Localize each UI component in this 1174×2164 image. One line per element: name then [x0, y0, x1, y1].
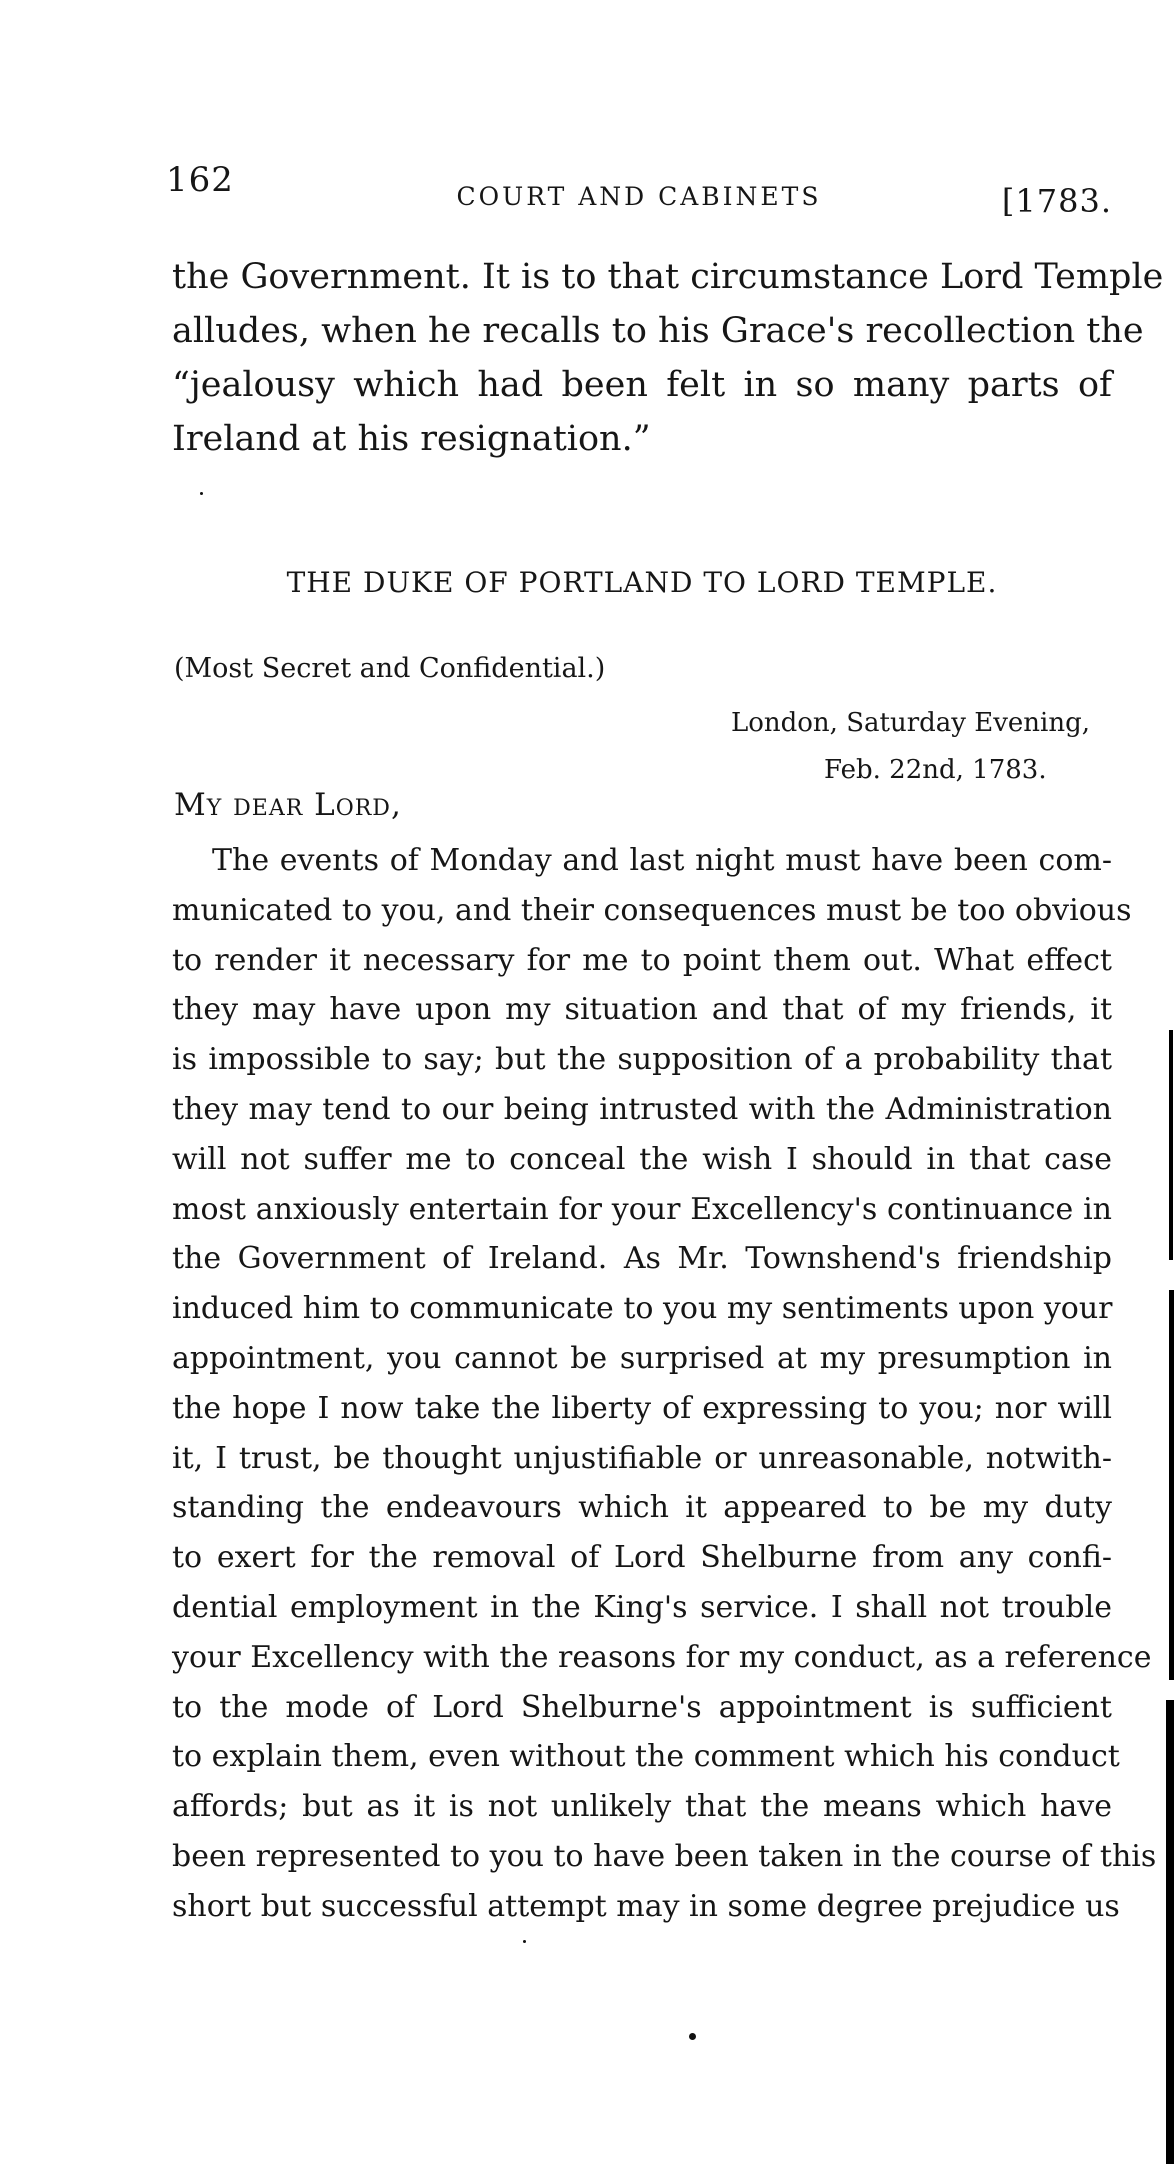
page-number: 162 [166, 160, 234, 200]
text-line: is impossible to say; but the supposition of a probability that [172, 1042, 1112, 1078]
text-line: appointment, you cannot be surprised at my presumption in [172, 1340, 1112, 1376]
text-line: “jealousy which had been felt in so many parts of [172, 365, 1112, 405]
lead-paragraph [172, 250, 1164, 466]
text-line: your Excellency with the reasons for my conduct, as a reference [172, 1639, 1152, 1675]
text-line: Ireland at his resignation.” [172, 419, 651, 459]
text-line: they may have upon my situation and that of my friends, it [172, 992, 1112, 1028]
running-head [166, 160, 1112, 220]
scan-speck [200, 492, 203, 495]
scan-speck [689, 2033, 696, 2040]
text-line: to exert for the removal of Lord Shelburne from any confi- [172, 1540, 1112, 1576]
salutation-text: My dear Lord, [174, 787, 402, 823]
text-line: short but successful attempt may in some degree prejudice us [172, 1888, 1120, 1924]
text-line: been represented to you to have been taken in the course of this [172, 1838, 1157, 1874]
text-line: will not suffer me to conceal the wish I should in that case [172, 1141, 1112, 1177]
text-line: most anxiously entertain for your Excellency's continuance in [172, 1191, 1112, 1227]
text-line: dential employment in the King's service. I shall not trouble [172, 1589, 1112, 1625]
text-line: they may tend to our being intrusted with the Administration [172, 1091, 1112, 1127]
text-line: to the mode of Lord Shelburne's appointment is sufficient [172, 1689, 1112, 1725]
text-line: the Government. It is to that circumstance Lord Temple [172, 257, 1164, 297]
letter-date: Feb. 22nd, 1783. [824, 755, 1047, 785]
text-line: the Government of Ireland. As Mr. Townshend's friendship [172, 1241, 1112, 1277]
text-line: it, I trust, be thought unjustifiable or unreasonable, notwith- [172, 1440, 1112, 1476]
text-line: induced him to communicate to you my sentiments upon your [172, 1291, 1113, 1327]
letter-salutation [174, 787, 402, 823]
letter-heading: THE DUKE OF PORTLAND TO LORD TEMPLE. [286, 566, 998, 599]
running-year: [1783. [1001, 182, 1112, 220]
text-line: municated to you, and their consequences must be too obvious [172, 892, 1132, 928]
page-edge-shadow [1166, 1700, 1174, 2164]
text-line: The events of Monday and last night must have been com- [212, 843, 1112, 878]
text-line: affords; but as it is not unlikely that the means which have [172, 1789, 1112, 1825]
text-line: standing the endeavours which it appeared to be my duty [172, 1490, 1112, 1526]
scan-speck [523, 1940, 526, 1943]
text-line: alludes, when he recalls to his Grace's recollection the [172, 311, 1144, 351]
running-title: COURT AND CABINETS [456, 182, 822, 211]
text-line: the hope I now take the liberty of expressing to you; nor will [172, 1390, 1112, 1426]
page-edge-shadow [1169, 1030, 1173, 1260]
text-line: to render it necessary for me to point them out. What effect [172, 942, 1112, 978]
letter-place: London, Saturday Evening, [730, 708, 1090, 738]
letter-note: (Most Secret and Confidential.) [174, 653, 606, 684]
page-edge-shadow [1169, 1290, 1174, 1680]
text-line: to explain them, even without the comment which his conduct [172, 1739, 1120, 1775]
letter-body [172, 836, 1157, 1932]
letter-dateline [600, 700, 1090, 794]
